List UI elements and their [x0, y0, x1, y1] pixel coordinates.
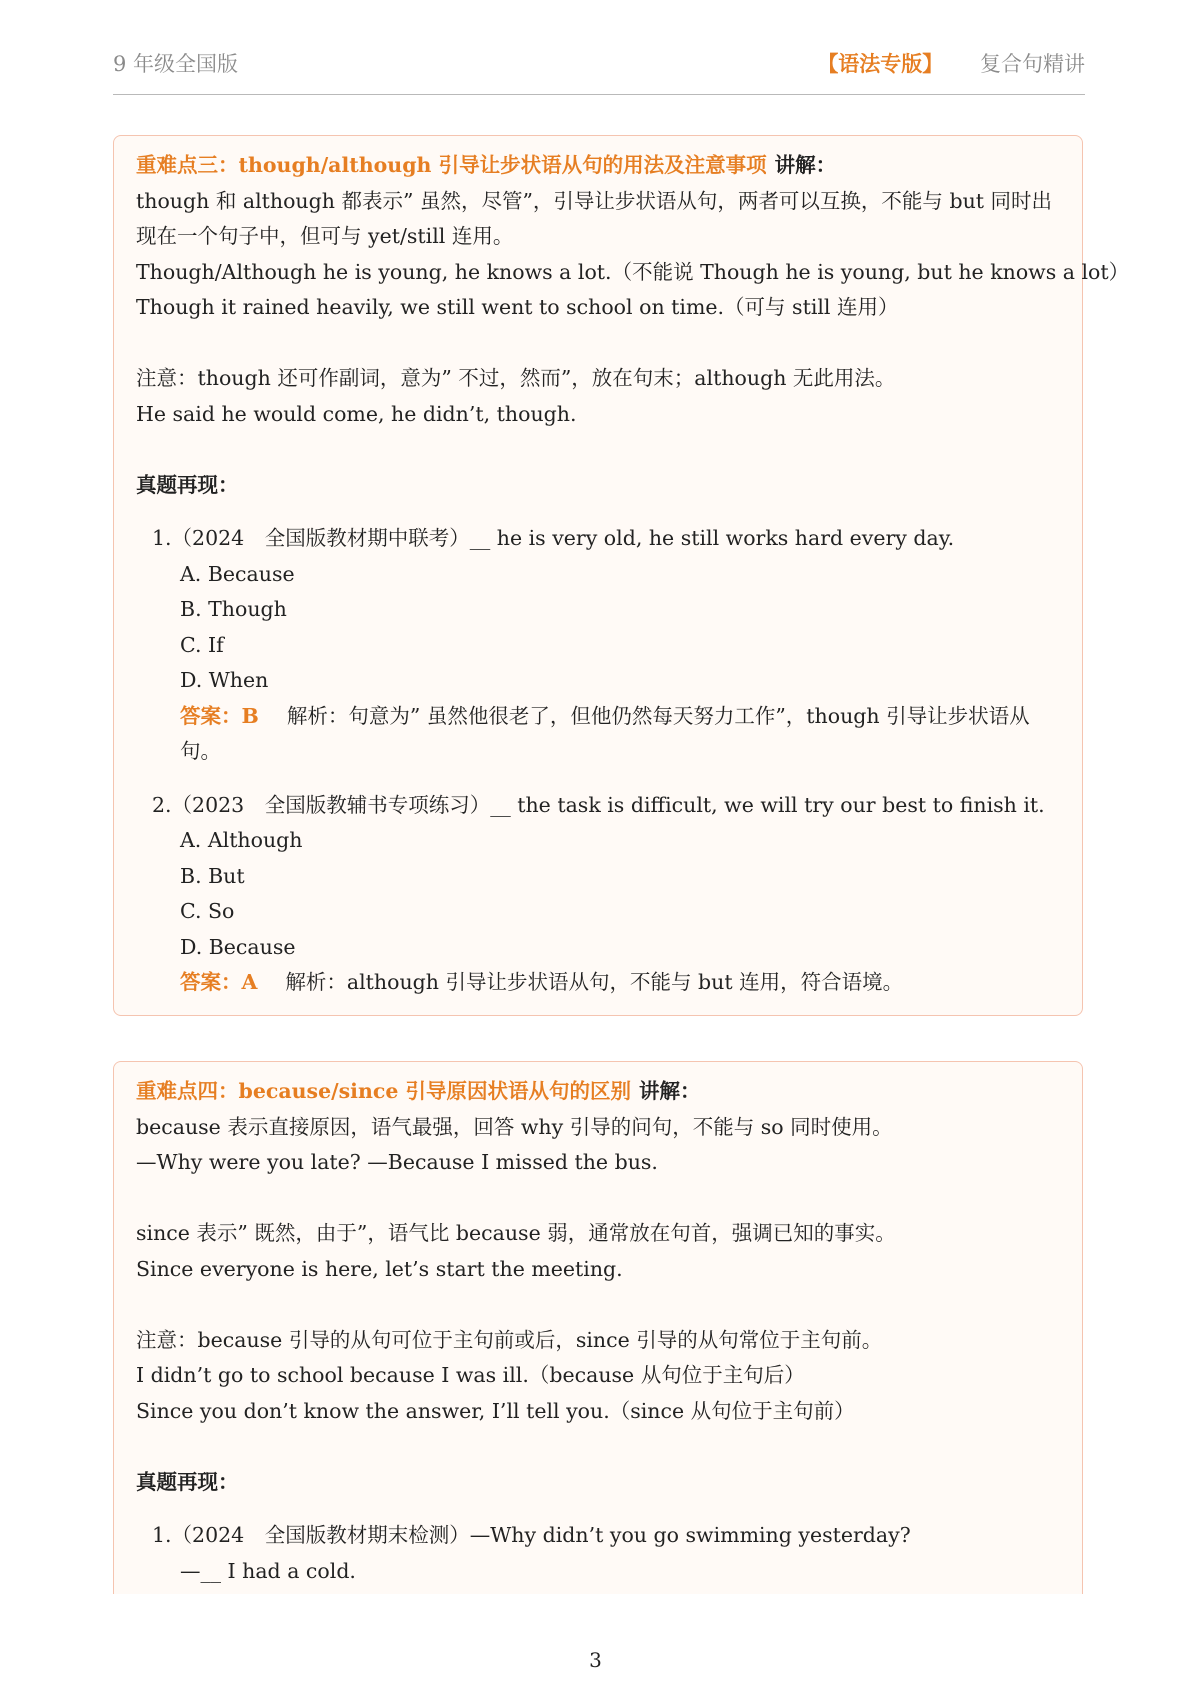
example-sentence: Though it rained heavily, we still went to school on time.（可与 still 连用） — [136, 295, 899, 319]
section-title: 重难点三：though/although 引导让步状语从句的用法及注意事项 — [136, 153, 767, 177]
note-text: 注意：because 引导的从句可位于主句前或后，since 引导的从句常位于主句前。 — [136, 1327, 883, 1352]
option-c: C. If — [180, 632, 224, 657]
answer-label: 答案：A — [180, 970, 258, 994]
note-text: 注意：though 还可作副词，意为” 不过，然而”，放在句末；although 无此用法。 — [136, 366, 896, 390]
example-sentence: He said he would come, he didn’t, though. — [136, 401, 577, 426]
option-d: D. Because — [180, 934, 296, 959]
explain-label: 讲解： — [639, 1079, 701, 1103]
explanation-text: 现在一个句子中，但可与 yet/still 连用。 — [136, 224, 514, 248]
answer-line — [136, 699, 1061, 770]
option-a: A. Because — [180, 561, 295, 586]
page-header — [113, 44, 1085, 95]
question-stem: 1.（2024 全国版教材期中联考）__ he is very old, he still works hard every day. — [152, 526, 955, 550]
question-dialogue: —__ I had a cold. — [180, 1558, 356, 1583]
question-stem: 1.（2024 全国版教材期末检测）—Why didn’t you go swimming yesterday? — [152, 1523, 911, 1547]
real-exam-label: 真题再现： — [136, 472, 239, 497]
option-d: D. When — [180, 668, 269, 692]
section-box-3 — [113, 135, 1130, 1016]
section-heading — [136, 1074, 1061, 1110]
example-sentence: —Why were you late? —Because I missed the bus. — [136, 1150, 658, 1174]
example-sentence: Since you don’t know the answer, I’ll tell you.（since 从句位于主句前） — [136, 1398, 855, 1423]
analysis-text: 解析：although 引导让步状语从句，不能与 but 连用，符合语境。 — [285, 970, 904, 994]
example-sentence: Though/Although he is young, he knows a lot.（不能说 Though he is young, but he knows a lot） — [136, 259, 1130, 284]
example-sentence: I didn’t go to school because I was ill.（because 从句位于主句后） — [136, 1363, 805, 1387]
section-title: 重难点四：because/since 引导原因状语从句的区别 — [136, 1079, 632, 1103]
answer-line — [136, 965, 1061, 1001]
answer-label: 答案：B — [180, 703, 259, 728]
example-sentence: Since everyone is here, let’s start the meeting. — [136, 1256, 623, 1281]
explanation-text: because 表示直接原因，语气最强，回答 why 引导的问句，不能与 so 同时使用。 — [136, 1114, 893, 1139]
analysis-text: 解析：句意为” 虽然他很老了，但他仍然每天努力工作”，though 引导让步状语从句。 — [180, 703, 1030, 763]
option-b: B. Though — [180, 597, 287, 621]
option-b: B. But — [180, 863, 245, 888]
explanation-text: since 表示” 既然，由于”，语气比 because 弱，通常放在句首，强调已知的事实。 — [136, 1221, 896, 1245]
grade-label: 9 年级全国版 — [113, 52, 239, 76]
question-stem: 2.（2023 全国版教辅书专项练习）__ the task is difficult, we will try our best to finish it. — [152, 792, 1045, 817]
explain-label: 讲解： — [774, 153, 837, 177]
option-c: C. So — [180, 899, 235, 923]
option-a: A. Although — [180, 828, 303, 852]
explanation-text: though 和 although 都表示” 虽然，尽管”，引导让步状语从句，两者可以互换，不能与 but 同时出 — [136, 188, 1053, 213]
header-right — [817, 48, 1085, 78]
section-box-4 — [113, 1061, 1083, 1594]
real-exam-label: 真题再现： — [136, 1469, 239, 1494]
section-heading — [136, 148, 1061, 184]
topic-label: 复合句精讲 — [980, 52, 1085, 76]
edition-label: 【语法专版】 — [817, 51, 944, 76]
page-number: 3 — [589, 1648, 602, 1672]
